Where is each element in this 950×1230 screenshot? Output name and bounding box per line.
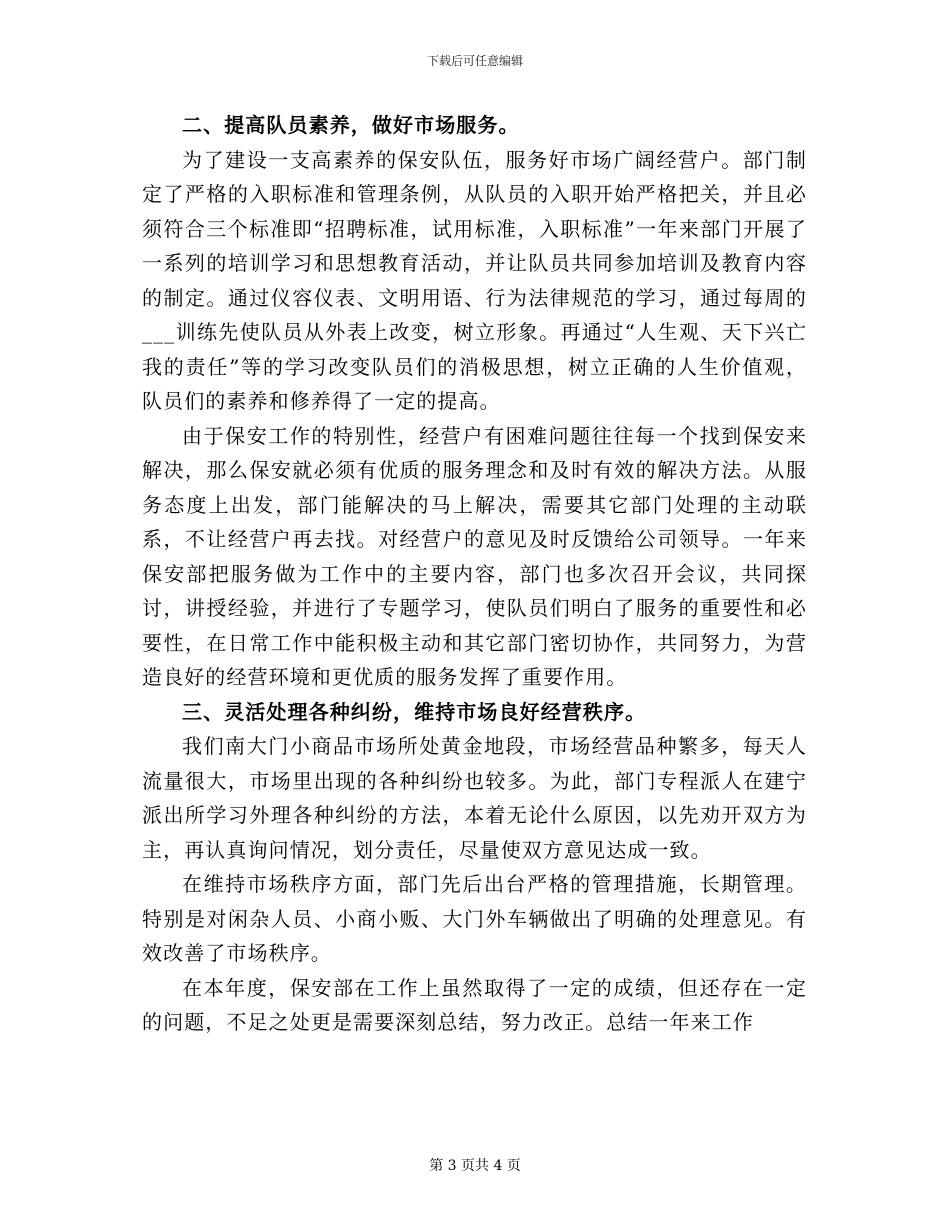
page-footer: 第 3 页共 4 页 — [429, 1158, 521, 1174]
document-body — [142, 108, 807, 1040]
paragraph: 由于保安工作的特别性，经营户有困难问题往往每一个找到保安来解决，那么保安就必须有优质的服务理念和及时有效的解决方法。从服务态度上出发，部门能解决的马上解决，需要其它部门处理的主动联系，不让经营户再去找。对经营户的意见及时反馈给公司领导。一年来保安部把服务做为工作中的主要内容，部门也多次召开会议，共同探讨，讲授经验，并进行了专题学习，使队员们明白了服务的重要性和必要性，在日常工作中能积极主动和其它部门密切协作，共同努力，为营造良好的经营环境和更优质的服务发挥了重要作用。 — [142, 423, 807, 689]
paragraph: 为了建设一支高素养的保安队伍，服务好市场广阔经营户。部门制定了严格的入职标准和管理条例，从队员的入职开始严格把关，并且必须符合三个标准即“招聘标准，试用标准，入职标准”一年来部门开展了一系列的培训学习和思想教育活动，并让队员共同参加培训及教育内容的制定。通过仪容仪表、文明用语、行为法律规范的学习，通过每周的___训练先使队员从外表上改变，树立形象。再通过“人生观、天下兴亡我的责任”等的学习改变队员们的消极思想，树立正确的人生价值观，队员们的素养和修养得了一定的提高。 — [142, 147, 807, 413]
page-header: 下载后可任意编辑 — [426, 54, 523, 68]
paragraph: 在本年度，保安部在工作上虽然取得了一定的成绩，但还存在一定的问题，不足之处更是需要深刻总结，努力改正。总结一年来工作 — [142, 975, 807, 1034]
section-heading-2: 二、提高队员素养，做好市场服务。 — [182, 113, 520, 137]
paragraph: 我们南大门小商品市场所处黄金地段，市场经营品种繁多，每天人流量很大，市场里出现的各种纠纷也较多。为此，部门专程派人在建宁派出所学习外理各种纠纷的方法，本着无论什么原因，以先劝开双方为主，再认真询问情况，划分责任，尽量使双方意见达成一致。 — [142, 734, 807, 862]
paragraph: 在维持市场秩序方面，部门先后出台严格的管理措施，长期管理。特别是对闲杂人员、小商小贩、大门外车辆做出了明确的处理意见。有效改善了市场秩序。 — [142, 872, 807, 965]
section-heading-3: 三、灵活处理各种纠纷，维持市场良好经营秩序。 — [182, 699, 647, 724]
